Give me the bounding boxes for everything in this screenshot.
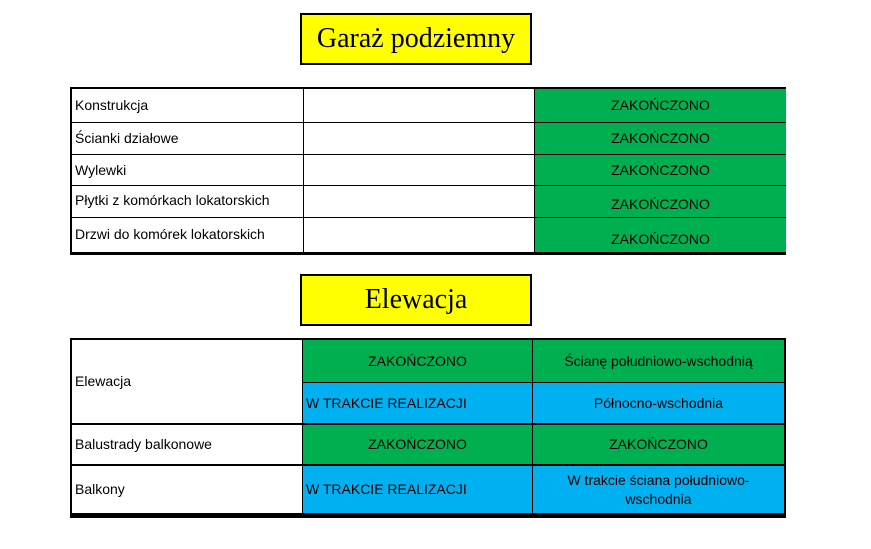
elevation-row-status: W TRAKCIE REALIZACJI <box>303 466 533 513</box>
elevation-row-status: ZAKOŃCZONO <box>303 425 533 466</box>
elevation-row-detail: W trakcie ściana południowo-wschodnia <box>533 466 784 513</box>
garage-title-text: Garaż podziemny <box>316 23 516 54</box>
garage-row-status: ZAKOŃCZONO <box>535 218 786 252</box>
garage-row-status: ZAKOŃCZONO <box>535 186 786 217</box>
garage-row-label: Drzwi do komórek lokatorskich <box>72 218 303 252</box>
garage-row-note <box>304 186 534 217</box>
garage-table <box>70 87 786 255</box>
garage-row-status: ZAKOŃCZONO <box>535 89 786 122</box>
garage-row-label: Ścianki działowe <box>72 123 303 154</box>
garage-row-note <box>304 218 534 252</box>
elevation-row-label: Balkony <box>72 466 303 513</box>
garage-row-label: Konstrukcja <box>72 89 303 122</box>
elevation-title-text: Elewacja <box>364 284 468 315</box>
garage-title <box>300 13 532 65</box>
elevation-row-detail: ZAKOŃCZONO <box>533 425 784 466</box>
elevation-row-label: Elewacja <box>72 340 303 425</box>
garage-row-note <box>304 123 534 154</box>
elevation-title <box>300 274 532 326</box>
elevation-row-detail: Ścianę południowo-wschodnią <box>533 340 784 383</box>
elevation-row-status: W TRAKCIE REALIZACJI <box>303 383 533 425</box>
garage-row-note <box>304 155 534 185</box>
elevation-row-label: Balustrady balkonowe <box>72 425 303 466</box>
elevation-row-detail: Północno-wschodnia <box>533 383 784 425</box>
garage-row-label: Wylewki <box>72 155 303 185</box>
garage-row-status: ZAKOŃCZONO <box>535 155 786 185</box>
garage-row-label: Płytki z komórkach lokatorskich <box>72 186 303 217</box>
garage-row-note <box>304 89 534 122</box>
elevation-table <box>70 338 786 518</box>
garage-row-status: ZAKOŃCZONO <box>535 123 786 154</box>
elevation-row-status: ZAKOŃCZONO <box>303 340 533 383</box>
